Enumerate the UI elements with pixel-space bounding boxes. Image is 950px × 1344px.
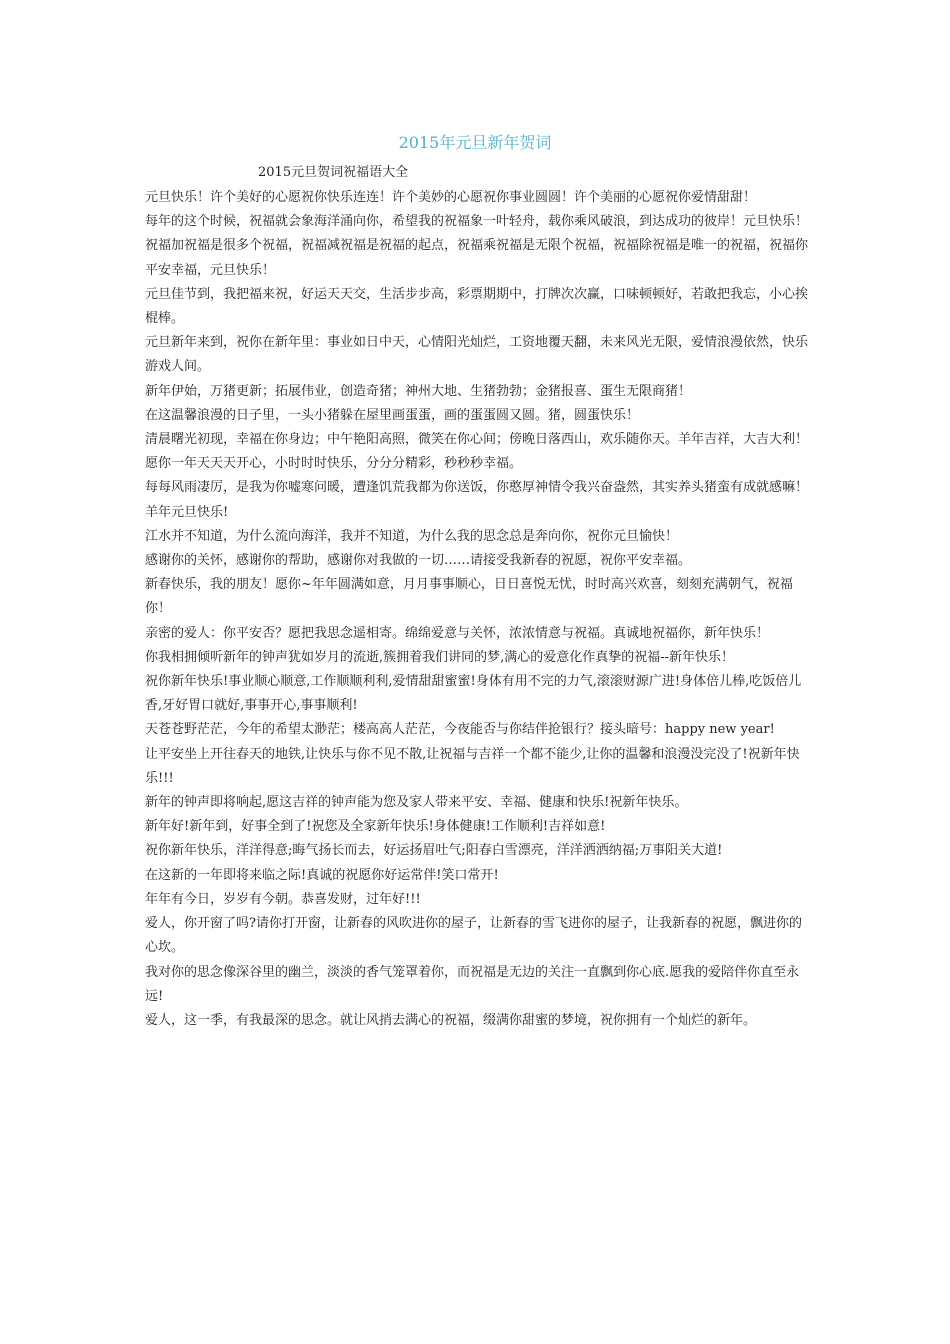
paragraph: 祝你新年快乐!事业顺心顺意,工作顺顺利利,爱情甜甜蜜蜜!身体有用不完的力气,滚滚财源广进!身体倍儿棒,吃饭倍儿香,牙好胃口就好,事事开心,事事顺利!: [145, 674, 802, 714]
paragraph: 每每风雨凄厉，是我为你嘘寒问暖，遭逢饥荒我都为你送饭，你憨厚神情令我兴奋盎然，其实养头猪蛮有成就感嘛！羊年元旦快乐!: [145, 480, 809, 520]
paragraph: 江水并不知道，为什么流向海洋，我并不知道，为什么我的思念总是奔向你，祝你元旦愉快！: [145, 528, 679, 544]
paragraph: 在这新的一年即将来临之际!真诚的祝愿你好运常伴!笑口常开!: [145, 867, 499, 883]
paragraph: 在这温馨浪漫的日子里，一头小猪躲在屋里画蛋蛋，画的蛋蛋圆又圆。猪，圆蛋快乐！: [145, 407, 640, 423]
paragraph: 愿你一年天天天开心，小时时时快乐，分分分精彩，秒秒秒幸福。: [145, 456, 523, 472]
paragraph: 元旦佳节到，我把福来祝，好运天天交，生活步步高，彩票期期中，打牌次次赢，口味顿顿好，若敢把我忘，小心挨棍棒。: [145, 286, 809, 327]
paragraph: 让平安坐上开往春天的地铁,让快乐与你不见不散,让祝福与吉祥一个都不能少,让你的温馨和浪漫没完没了!祝新年快乐!!!: [145, 746, 800, 786]
paragraph: 每年的这个时候，祝福就会象海洋涌向你，希望我的祝福象一叶轻舟，载你乘风破浪，到达成功的彼岸！元旦快乐！: [145, 214, 809, 230]
paragraph: 新年的钟声即将响起,愿这吉祥的钟声能为您及家人带来平安、幸福、健康和快乐!祝新年快乐。: [145, 795, 688, 811]
paragraph: 天苍苍野茫茫，今年的希望太渺茫；楼高高人茫茫，今夜能否与你结伴抢银行？接头暗号：happy new year!: [145, 722, 775, 738]
paragraph: 我对你的思念像深谷里的幽兰，淡淡的香气笼罩着你，而祝福是无边的关注一直飘到你心底.愿我的爱陪伴你直至永远!: [145, 964, 800, 1004]
paragraph: 祝福加祝福是很多个祝福，祝福减祝福是祝福的起点，祝福乘祝福是无限个祝福，祝福除祝福是唯一的祝福，祝福你平安幸福，元旦快乐！: [145, 238, 809, 278]
paragraph: 元旦新年来到，祝你在新年里：事业如日中天，心情阳光灿烂，工资地覆天翻，未来风光无限，爱情浪漫依然，快乐游戏人间。: [145, 335, 809, 375]
paragraph: 年年有今日，岁岁有今朝。恭喜发财，过年好!!!: [145, 891, 421, 907]
paragraph: 新春快乐，我的朋友！愿你~年年圆满如意，月月事事顺心，日日喜悦无忧，时时高兴欢喜，刻刻充满朝气，祝福你！: [145, 577, 793, 617]
document-body: [145, 186, 813, 1033]
paragraph: 新年伊始，万猪更新；拓展伟业，创造奇猪；神州大地、生猪勃勃；金猪报喜、蛋生无限商猪！: [145, 383, 692, 399]
paragraph: 祝你新年快乐，洋洋得意;晦气扬长而去，好运扬眉吐气;阳春白雪漂亮，洋洋洒洒纳福;万事阳关大道!: [145, 843, 723, 859]
paragraph: 新年好!新年到，好事全到了!祝您及全家新年快乐!身体健康!工作顺利!吉祥如意!: [145, 819, 606, 835]
paragraph: 清晨曙光初现，幸福在你身边；中午艳阳高照，微笑在你心间；傍晚日落西山，欢乐随你天。羊年吉祥，大吉大利！: [145, 432, 809, 448]
paragraph: 爱人，你开窗了吗?请你打开窗，让新春的风吹进你的屋子，让新春的雪飞进你的屋子，让我新春的祝愿，飘进你的心坎。: [145, 916, 802, 956]
paragraph: 亲密的爱人：你平安否？愿把我思念遥相寄。绵绵爱意与关怀，浓浓情意与祝福。真诚地祝福你，新年快乐！: [145, 625, 770, 641]
paragraph: 爱人，这一季，有我最深的思念。就让风捎去满心的祝福，缀满你甜蜜的梦境，祝你拥有一个灿烂的新年。: [145, 1012, 757, 1028]
document-subtitle: 2015元旦贺词祝福语大全: [258, 165, 409, 180]
paragraph: 元旦快乐！许个美好的心愿祝你快乐连连！许个美妙的心愿祝你事业圆圆！许个美丽的心愿祝你爱情甜甜！: [145, 190, 757, 205]
paragraph: 感谢你的关怀，感谢你的帮助，感谢你对我做的一切……请接受我新春的祝愿，祝你平安幸福。: [145, 553, 692, 569]
paragraph: 你我相拥倾听新年的钟声犹如岁月的流逝,簇拥着我们讲同的梦,满心的爱意化作真挚的祝福--新年快乐！: [145, 649, 735, 665]
document-title: 2015年元旦新年贺词: [398, 133, 552, 152]
